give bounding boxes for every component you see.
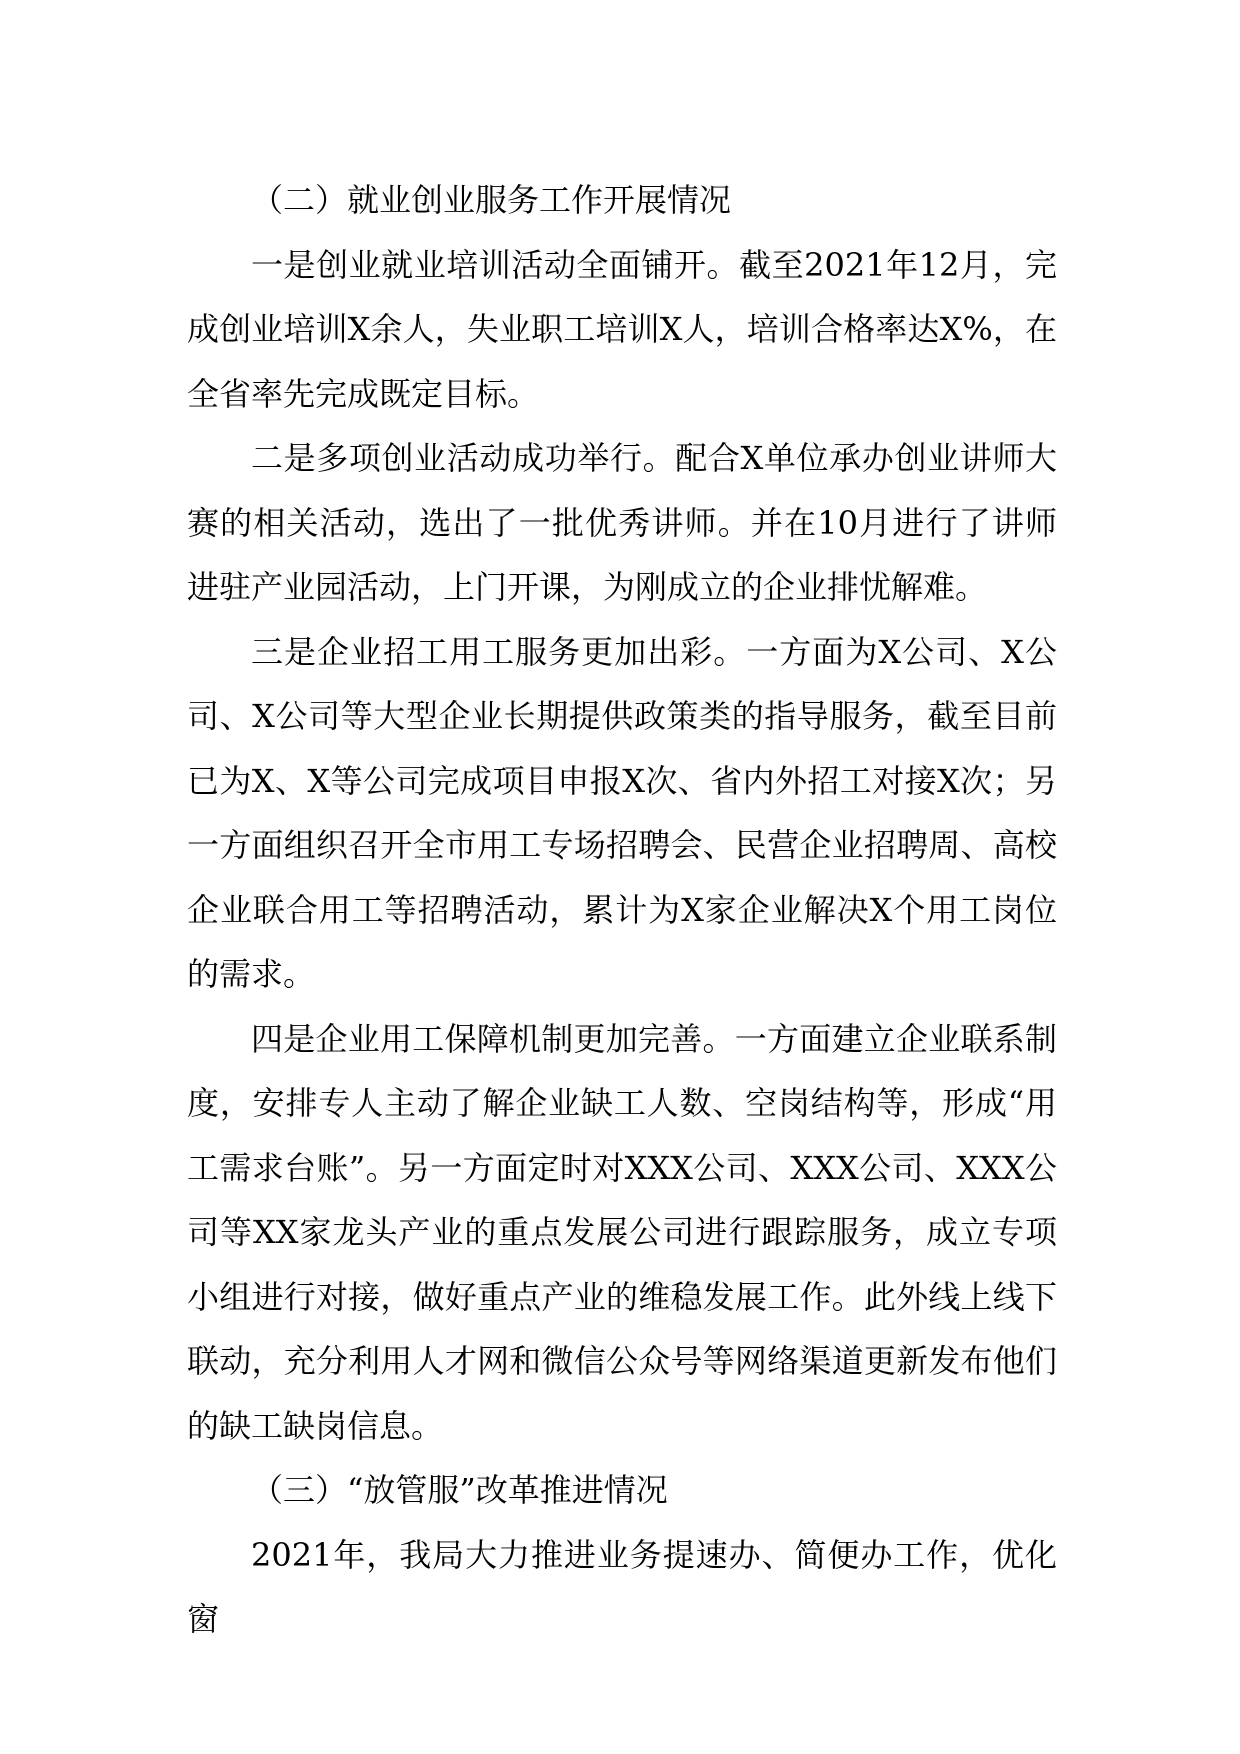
section-heading-employment-services: （二）就业创业服务工作开展情况 bbox=[251, 181, 732, 219]
paragraph-recruitment-services: 三是企业招工用工服务更加出彩。一方面为X公司、X公司、X公司等大型企业长期提供政策类的指导服务，截至目前已为X、X等公司完成项目申报X次、省内外招工对接X次；另一方面组织召开全市用工专场招聘会、民营企业招聘周、高校企业联合用工等招聘活动，累计为X家企业解决X个用工岗位的需求。 bbox=[187, 632, 1057, 993]
paragraph-training: 一是创业就业培训活动全面铺开。截至2021年12月，完成创业培训X余人，失业职工培训X人，培训合格率达X%，在全省率先完成既定目标。 bbox=[187, 245, 1057, 413]
paragraph-employment-guarantee: 四是企业用工保障机制更加完善。一方面建立企业联系制度，安排专人主动了解企业缺工人数、空岗结构等，形成“用工需求台账”。另一方面定时对XXX公司、XXX公司、XXX公司等XX家龙头产业的重点发展公司进行跟踪服务，成立专项小组进行对接，做好重点产业的维稳发展工作。此外线上线下联动，充分利用人才网和微信公众号等网络渠道更新发布他们的缺工缺岗信息。 bbox=[187, 1019, 1057, 1445]
document-body bbox=[187, 168, 1057, 1652]
paragraph-entrepreneurship-activities: 二是多项创业活动成功举行。配合X单位承办创业讲师大赛的相关活动，选出了一批优秀讲师。并在10月进行了讲师进驻产业园活动，上门开课，为刚成立的企业排忧解难。 bbox=[187, 439, 1057, 606]
paragraph-reform-2021: 2021年，我局大力推进业务提速办、简便办工作，优化窗 bbox=[187, 1535, 1057, 1638]
section-heading-reform: （三）“放管服”改革推进情况 bbox=[251, 1471, 668, 1509]
